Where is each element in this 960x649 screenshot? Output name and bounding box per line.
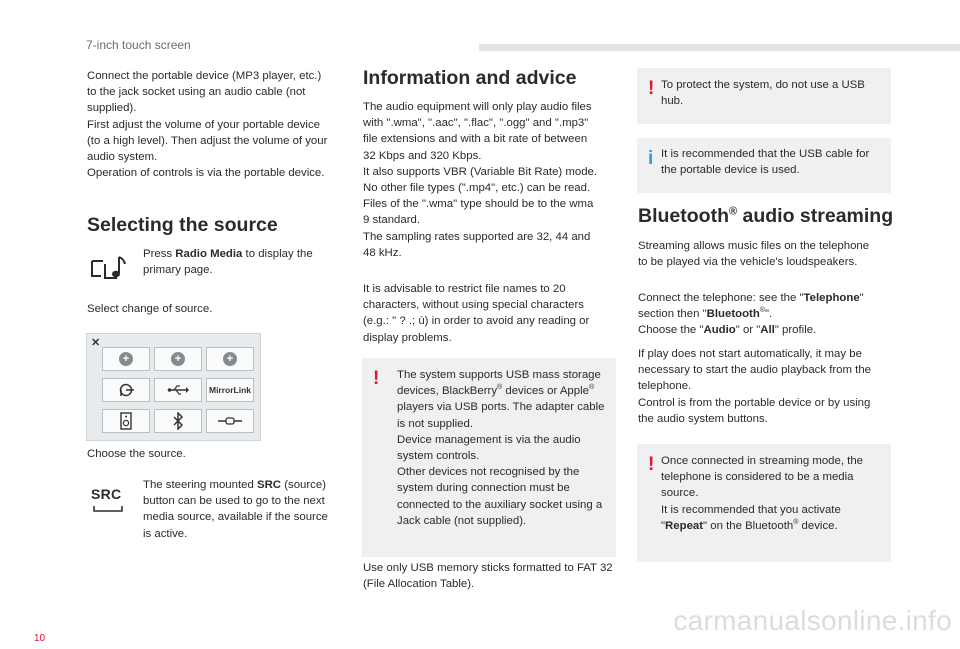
src-steering-icon: SRC xyxy=(91,487,125,517)
close-icon[interactable]: ✕ xyxy=(91,337,101,349)
header-rule xyxy=(479,44,960,51)
streaming-paragraph: Streaming allows music files on the telephone to be played via the vehicle's loudspeakers. xyxy=(638,240,870,269)
mirrorlink-logo: MirrorLink xyxy=(208,385,252,395)
streaming-repeat-warning: ! Once connected in streaming mode, the telephone is considered to be a media source. It is recommended that you activate "Repeat" on the Bluetooth® device. xyxy=(637,444,891,562)
source-button-bluetooth[interactable] xyxy=(154,409,202,433)
source-selection-panel xyxy=(86,333,261,441)
playback-paragraph: If play does not start automatically, it may be necessary to start the audio playback from the telephone. Control is from the portable device or by using the audio system buttons. xyxy=(638,348,871,425)
choose-source-text: Choose the source. xyxy=(87,448,186,460)
aux-jack-icon xyxy=(115,382,137,398)
audio-formats-paragraph: The audio equipment will only play audio files with ".wma", ".aac", ".flac", ".ogg" and ".mp3" file extensions and with a bit rate of between 32 Kbps and 320 Kbps. It also supports VBR (Variable Bit Rate) mode. No other file types (".mp4", etc.) can be read. Files of the ".wma" type should be to the wma 9 standard. The sampling rates supported are 32, 44 and 48 kHz. xyxy=(363,101,598,259)
source-button-cable[interactable] xyxy=(206,409,254,433)
warning-icon: ! xyxy=(373,368,380,389)
heading-selecting-source: Selecting the source xyxy=(87,214,278,236)
source-button-phone[interactable] xyxy=(102,409,150,433)
speaker-device-icon xyxy=(119,412,133,430)
warning-icon: ! xyxy=(648,78,655,99)
connect-telephone-paragraph: Connect the telephone: see the "Telephone" section then "Bluetooth®". Choose the "Audio" or "All" profile. xyxy=(638,292,864,337)
intro-paragraph: Connect the portable device (MP3 player, etc.) to the jack socket using an audio cable (not supplied). First adjust the volume of your portable device (to a high level). Then adjust the volume of your audio system. Operation of controls is via the portable device. xyxy=(87,70,328,180)
source-button-usb[interactable] xyxy=(154,378,202,402)
select-change-text: Select change of source. xyxy=(87,303,213,315)
usb-cable-info: i It is recommended that the USB cable for the portable device is used. xyxy=(637,138,891,193)
steering-src-text: The steering mounted SRC (source) button can be used to go to the next media source, available if the source is active. xyxy=(143,479,328,540)
file-names-paragraph: It is advisable to restrict file names to 20 characters, without using special characters (e.g.: " ? .; ù) in order to avoid any reading or display problems. xyxy=(363,283,590,344)
usb-icon xyxy=(167,383,189,397)
heading-bluetooth-streaming: Bluetooth® audio streaming xyxy=(638,205,894,227)
source-button-aux[interactable] xyxy=(102,378,150,402)
source-button-add-2[interactable] xyxy=(154,347,202,371)
source-button-mirrorlink[interactable] xyxy=(206,378,254,402)
info-icon: i xyxy=(648,148,654,169)
press-radio-media-text: Press Radio Media to display the primary page. xyxy=(143,248,313,277)
fat32-paragraph: Use only USB memory sticks formatted to FAT 32 (File Allocation Table). xyxy=(363,562,613,591)
warning-icon: ! xyxy=(648,454,655,475)
bluetooth-icon xyxy=(172,412,184,430)
source-button-add-1[interactable] xyxy=(102,347,150,371)
heading-information-advice: Information and advice xyxy=(363,67,577,89)
usb-support-warning: ! The system supports USB mass storage devices, BlackBerry® devices or Apple® players via USB ports. The adapter cable is not supplied. Device management is via the audio system controls. Other devices not recognised by the system during connection must be connected to the auxiliary socket using a Jack cable (not supplied). xyxy=(362,358,616,557)
plus-icon: + xyxy=(171,352,185,366)
usb-hub-warning: ! To protect the system, do not use a USB hub. xyxy=(637,68,891,124)
plus-icon: + xyxy=(223,352,237,366)
section-header: 7-inch touch screen xyxy=(86,38,191,52)
cable-icon xyxy=(217,416,243,426)
radio-media-icon xyxy=(89,254,131,287)
source-button-add-3[interactable] xyxy=(206,347,254,371)
plus-icon: + xyxy=(119,352,133,366)
watermark: carmanualsonline.info xyxy=(673,605,952,636)
page-number: 10 xyxy=(34,633,46,644)
